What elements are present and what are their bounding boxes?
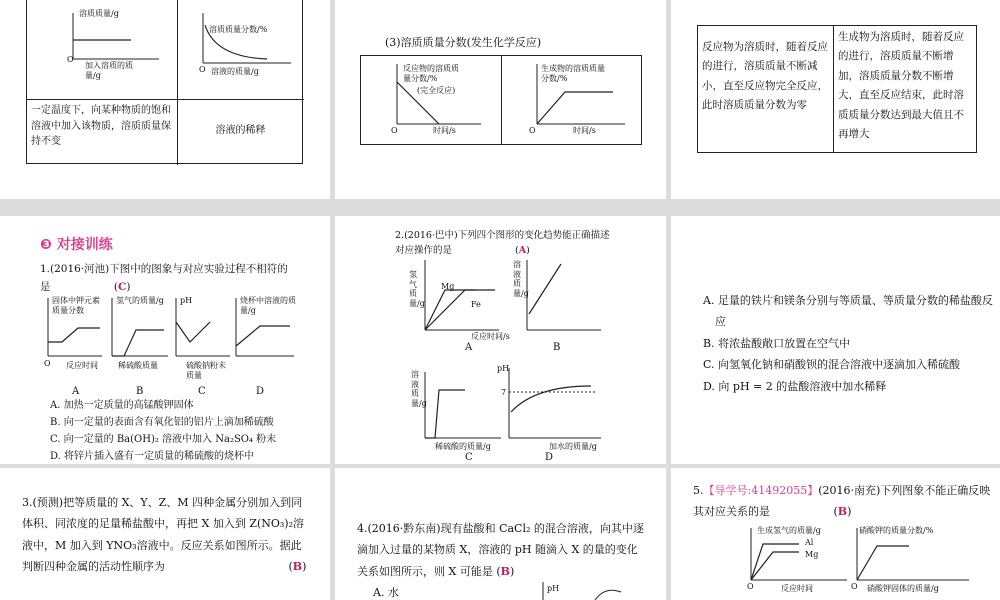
q5-g2-y: 硝酸钾的质量分数/%: [859, 526, 934, 535]
mg-label: Mg: [805, 550, 819, 559]
s2-title: (3)溶质质量分数(发生化学反应): [385, 36, 542, 49]
explanation-table: [697, 25, 977, 153]
q1-option-d: D. 将锌片插入盛有一定质量的稀硫酸的烧杯中: [50, 451, 255, 462]
mg-label: Mg: [441, 282, 455, 291]
g-d-y: 烧杯中溶液的质量/g: [240, 296, 296, 315]
graph-hydrogen: [751, 528, 847, 580]
q4-answer: B: [500, 564, 510, 578]
q1-stem: 1.(2016·河池)下图中的图象与对应实验过程不相符的是 (C): [40, 263, 288, 294]
q1-options: [50, 397, 276, 464]
label-a: A: [465, 342, 473, 353]
q2-stem: 2.(2016·巴中)下列四个图形的变化趋势能正确描述对应操作的是 (A): [395, 230, 610, 257]
slide-7: [0, 468, 330, 600]
origin-label: O: [529, 126, 536, 135]
q1-option-c: C. 向一定量的 Ba(OH)₂ 溶液中加入 Na₂SO₄ 粉末: [50, 434, 277, 445]
graph-c: [176, 298, 230, 356]
q1-answer: C: [117, 281, 127, 294]
ga-y: 氢气质量/g: [409, 270, 425, 308]
origin-label: O: [851, 582, 858, 591]
label-b: B: [553, 342, 561, 353]
graph-a: [425, 260, 499, 330]
concentration-table: [26, 0, 303, 164]
reaction-graph-box: [360, 55, 642, 145]
q5-g2-x: 硝酸钾固体的质量/g: [867, 584, 939, 593]
q2-option-c: C. 向氢氧化钠和硝酸钡的混合溶液中逐滴加入稀硫酸: [703, 358, 961, 372]
product-explanation: 生成物为溶质时，随着反应的进行，溶质质量不断增加，溶质质量分数不断增大，直至反应结束，此时溶质质量分数达到最大值且不再增大: [838, 31, 964, 141]
graph-b: [112, 298, 168, 356]
graph-kno3: [857, 528, 969, 580]
gc-y: 溶液质量/g: [411, 370, 427, 408]
label-a: A: [72, 386, 80, 397]
slide-5: [335, 216, 666, 464]
q3-answer: B: [292, 560, 303, 574]
g1-note: (完全反应): [417, 86, 456, 95]
q5-graphs: [739, 526, 989, 600]
slide-6: [671, 216, 1000, 464]
g-b-x: 稀硫酸质量: [118, 361, 158, 370]
g1-y-label: 反应物的溶质质量分数/%: [403, 64, 459, 83]
al-label: Al: [805, 538, 814, 547]
gc-x: 稀硫酸的质量/g: [435, 442, 491, 451]
origin-label: O: [747, 582, 754, 591]
graph-d: [509, 368, 601, 438]
label-d: D: [256, 386, 265, 397]
fe-label: Fe: [471, 300, 481, 309]
origin-label: O: [199, 65, 206, 74]
g2-x-label: 时间/s: [573, 126, 596, 135]
table-divider-h: [27, 99, 304, 100]
label-c: C: [198, 386, 206, 397]
r1c1-y-label: 溶质质量/g: [79, 9, 119, 18]
q3-stem: 3.(预测)把等质量的 X、Y、Z、M 四种金属分别加入到同体积、同浓度的足量稀盐酸中，再把 X 加入到 Z(NO₃)₂溶液中，M 加入到 YNO₃溶液中。反应关系如图所示。据此判断四种金属的活动性顺序为 (B): [22, 496, 307, 574]
q5-g1-y: 生成氢气的质量/g: [757, 526, 821, 535]
q5-g1-x: 反应时间: [781, 584, 813, 593]
heading-icon: ❸: [40, 237, 57, 253]
ga-x: 反应时间/s: [471, 332, 510, 341]
gd-x: 加水的质量/g: [549, 442, 597, 451]
graph-c: [425, 372, 501, 438]
q2-option-b: B. 将浓盐酸敞口放置在空气中: [703, 336, 851, 350]
g-c-x: 硫酸钠粉末质量: [186, 361, 226, 380]
q5-stem: 5.【导学号:41492055】(2016·南充)下列图象不能正确反映其对应关系的是 (B): [693, 484, 991, 519]
reactant-explanation: 反应物为溶质时，随着反应的进行，溶质质量不断减小，直至反应物完全反应，此时溶质质量分数为零: [702, 41, 828, 112]
slide-9: [671, 468, 1000, 600]
table-divider-v: [177, 0, 178, 165]
label-c: C: [465, 452, 473, 463]
slide-1: [0, 0, 330, 199]
table-divider: [833, 26, 834, 152]
q1-option-b: B. 向一定量的表面含有氧化铝的铝片上滴加稀硫酸: [50, 417, 274, 428]
slide-3: [671, 0, 1000, 199]
box-divider: [501, 56, 502, 144]
q4-option-a: A. 水: [373, 586, 399, 599]
q4-ph-label: pH: [547, 584, 560, 593]
gd-y: pH: [497, 364, 510, 373]
slide-2: [335, 0, 666, 199]
section-heading: ❸ 对接训练: [40, 237, 113, 253]
q2-option-a: A. 足量的铁片和镁条分别与等质量、等质量分数的稀盐酸反应: [703, 294, 993, 329]
origin-label: O: [67, 55, 74, 64]
q1-option-a: A. 加热一定质量的高锰酸钾固体: [50, 400, 194, 411]
graph-b: [527, 260, 601, 330]
q4-stem: 4.(2016·黔东南)现有盐酸和 CaCl₂ 的混合溶液，向其中逐滴加入过量的某物质 X，溶液的 pH 随滴入 X 的量的变化关系如图所示，则 X 可能是 (B): [357, 522, 644, 578]
r2c1-text: 一定温度下，向某种物质的饱和溶液中加入该物质，溶质质量保持不变: [31, 105, 171, 147]
g1-x-label: 时间/s: [433, 126, 456, 135]
label-d: D: [545, 452, 554, 463]
r1c2-x-label: 溶液的质量/g: [211, 67, 259, 76]
q4-graph: [535, 580, 655, 600]
q5-tag: 【导学号:41492055】: [703, 484, 819, 497]
g-a-x: 反应时间: [66, 361, 98, 370]
g-a-y: 固体中钾元素质量分数: [52, 296, 100, 315]
r1c1-x-label: 加入溶质的质量/g: [85, 61, 133, 80]
label-b: B: [136, 386, 144, 397]
g2-y-label: 生成物的溶质质量分数/%: [541, 64, 605, 83]
g-b-y: 氢气的质量/g: [116, 296, 164, 305]
origin-label: O: [44, 359, 51, 368]
origin-label: O: [391, 126, 398, 135]
slide-4: [0, 216, 330, 464]
q5-answer: B: [837, 505, 848, 519]
slide-8: [335, 468, 666, 600]
gd-7: 7: [501, 388, 507, 397]
q2-answer: A: [518, 245, 527, 257]
r1c2-y-label: 溶质质量分数/%: [209, 25, 268, 34]
q2-option-d: D. 向 pH = 2 的盐酸溶液中加水稀释: [703, 379, 887, 393]
q2-options: [703, 290, 993, 397]
gb-y: 溶液质量/g: [513, 260, 529, 298]
g-c-y: pH: [180, 296, 193, 305]
r2c2-text: 溶液的稀释: [215, 125, 266, 136]
